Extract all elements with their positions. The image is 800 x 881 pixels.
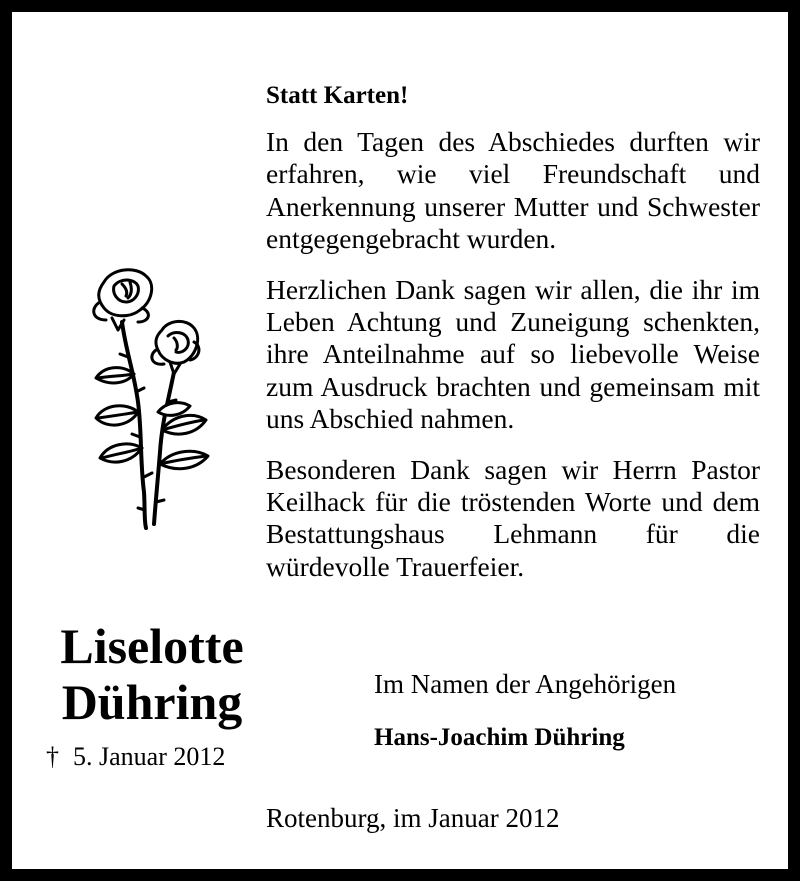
- death-date-line: [46, 740, 225, 774]
- dagger-icon: †: [46, 742, 59, 771]
- place-date: Rotenburg, im Januar 2012: [266, 803, 560, 833]
- rose-icon: [82, 262, 242, 532]
- signer-name: Hans-Joachim Dühring: [374, 724, 625, 751]
- thank-you-text: [266, 78, 760, 583]
- notice-heading: Statt Karten!: [266, 82, 409, 109]
- death-date: 5. Januar 2012: [73, 742, 226, 771]
- deceased-name: [32, 618, 272, 730]
- deceased-last-name: Dühring: [61, 674, 243, 730]
- paragraph-thanks-all: Herzlichen Dank sagen wir allen, die ihr im Leben Achtung und Zuneigung schenkten, ihre Anteilnahme auf so liebevolle Weise zum Ausdruck brachten und gemeinsam mit uns Abschied nahmen.: [266, 273, 760, 435]
- paragraph-special-thanks: Besonderen Dank sagen wir Herrn Pastor Keilhack für die tröstenden Worte und dem Bestattungshaus Lehmann für die würdevolle Trauerfeier.: [266, 453, 760, 582]
- signature-block: [374, 666, 774, 756]
- signature-intro: Im Namen der Angehörigen: [374, 669, 677, 699]
- deceased-first-name: Liselotte: [60, 618, 244, 674]
- paragraph-farewell: In den Tagen des Abschiedes durften wir erfahren, wie viel Freundschaft und Anerkennung unserer Mutter und Schwester entgegengebracht wurden.: [266, 126, 760, 255]
